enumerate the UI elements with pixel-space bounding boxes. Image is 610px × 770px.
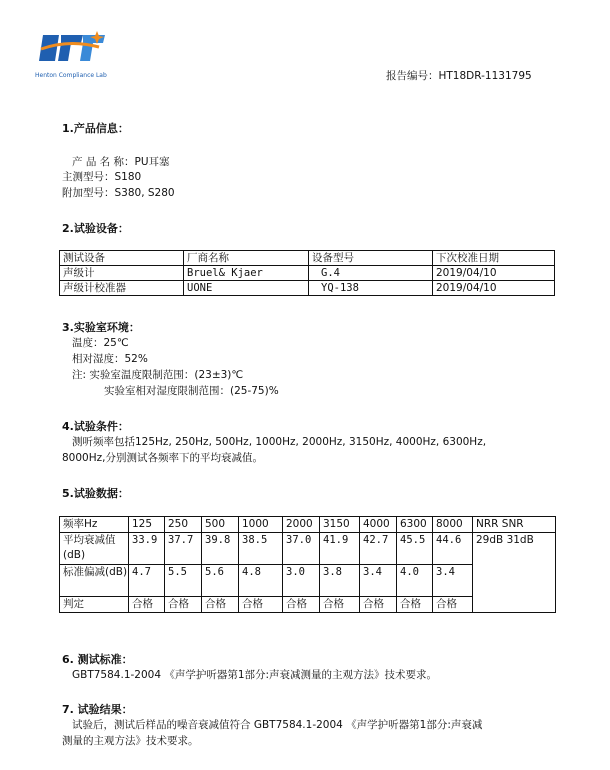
- average-attenuation-cell: 45.5: [397, 533, 433, 565]
- table-header-cell: 设备型号: [309, 251, 433, 266]
- table-cell: YQ-138: [309, 281, 433, 296]
- table-cell: 声级计: [60, 266, 184, 281]
- standard-deviation-cell: 3.8: [320, 565, 360, 597]
- frequency-cell: 6300: [397, 517, 433, 533]
- table-cell: UONE: [184, 281, 309, 296]
- judgement-cell: 合格: [202, 597, 239, 613]
- standard-deviation-cell: 4.7: [129, 565, 165, 597]
- main-model: 主测型号：S180: [62, 171, 142, 183]
- logo-mark-icon: [35, 25, 115, 67]
- judgement-cell: 合格: [397, 597, 433, 613]
- table-header-cell: 下次校准日期: [433, 251, 555, 266]
- test-condition-line-2: 8000Hz,分别测试各频率下的平均衰减值。: [62, 452, 263, 464]
- company-logo: [35, 25, 115, 80]
- judgement-cell: 合格: [129, 597, 165, 613]
- table-row: [60, 281, 555, 296]
- frequency-cell: 4000: [360, 517, 397, 533]
- product-name: 产 品 名 称：PU耳塞: [72, 156, 170, 168]
- frequency-label: 频率Hz: [60, 517, 129, 533]
- section-7-title: 7. 试验结果：: [62, 703, 133, 716]
- test-condition-line-1: 测听频率包括125Hz, 250Hz, 500Hz, 1000Hz, 2000Hz, 3150Hz, 4000Hz, 6300Hz,: [72, 436, 487, 448]
- average-attenuation-cell: 33.9: [129, 533, 165, 565]
- frequency-cell: 250: [165, 517, 202, 533]
- judgement-cell: 合格: [165, 597, 202, 613]
- judgement-label: 判定: [60, 597, 129, 613]
- standard-deviation-cell: 4.0: [397, 565, 433, 597]
- judgement-cell: 合格: [283, 597, 320, 613]
- test-standard-text: GBT7584.1-2004 《声学护听器第1部分:声衰减测量的主观方法》技术要求。: [72, 669, 438, 681]
- table-cell: Bruel& Kjaer: [184, 266, 309, 281]
- report-number: 报告编号：HT18DR-1131795: [386, 70, 532, 82]
- standard-deviation-cell: 5.6: [202, 565, 239, 597]
- average-attenuation-cell: 38.5: [239, 533, 283, 565]
- standard-deviation-cell: 4.8: [239, 565, 283, 597]
- section-6-title: 6. 测试标准：: [62, 653, 133, 666]
- standard-deviation-cell: 3.4: [360, 565, 397, 597]
- frequency-row: [60, 517, 556, 533]
- section-2-title: 2.试验设备：: [62, 222, 129, 235]
- note-temperature-range: 注: 实验室温度限制范围：(23±3)℃: [72, 369, 244, 381]
- frequency-cell: 3150: [320, 517, 360, 533]
- standard-deviation-cell: 3.0: [283, 565, 320, 597]
- humidity: 相对湿度：52%: [72, 353, 148, 365]
- table-cell: G.4: [309, 266, 433, 281]
- logo-text: Henton Compliance Lab: [35, 72, 107, 79]
- nrr-snr-values: 29dB 31dB: [473, 533, 556, 613]
- standard-deviation-label: 标准偏减(dB): [60, 565, 129, 597]
- extra-models: 附加型号：S380, S280: [62, 187, 175, 199]
- test-result-line-1: 试验后，测试后样品的噪音衰减值符合 GBT7584.1-2004 《声学护听器第1部分:声衰减: [72, 719, 483, 731]
- table-row: [60, 266, 555, 281]
- section-4-title: 4.试验条件：: [62, 420, 129, 433]
- section-1-title: 1.产品信息：: [62, 122, 129, 135]
- table-header-cell: 厂商名称: [184, 251, 309, 266]
- judgement-cell: 合格: [360, 597, 397, 613]
- table-header-row: [60, 251, 555, 266]
- average-attenuation-row: [60, 533, 556, 565]
- frequency-cell: 1000: [239, 517, 283, 533]
- table-cell: 声级计校准器: [60, 281, 184, 296]
- average-attenuation-cell: 37.7: [165, 533, 202, 565]
- equipment-table: [59, 250, 555, 296]
- standard-deviation-cell: 3.4: [433, 565, 473, 597]
- test-data-table: [59, 516, 556, 613]
- average-attenuation-cell: 37.0: [283, 533, 320, 565]
- judgement-cell: 合格: [239, 597, 283, 613]
- nrr-snr-label: NRR SNR: [473, 517, 556, 533]
- test-result-line-2: 测量的主观方法》技术要求。: [62, 735, 199, 747]
- average-attenuation-cell: 41.9: [320, 533, 360, 565]
- judgement-cell: 合格: [320, 597, 360, 613]
- table-cell: 2019/04/10: [433, 266, 555, 281]
- section-5-title: 5.试验数据：: [62, 487, 129, 500]
- table-cell: 2019/04/10: [433, 281, 555, 296]
- temperature: 温度：25℃: [72, 337, 129, 349]
- frequency-cell: 500: [202, 517, 239, 533]
- average-attenuation-cell: 39.8: [202, 533, 239, 565]
- average-attenuation-label: 平均衰减值(dB): [60, 533, 129, 565]
- average-attenuation-cell: 42.7: [360, 533, 397, 565]
- note-humidity-range: 实验室相对湿度限制范围：(25-75)%: [104, 385, 279, 397]
- average-attenuation-cell: 44.6: [433, 533, 473, 565]
- frequency-cell: 125: [129, 517, 165, 533]
- frequency-cell: 8000: [433, 517, 473, 533]
- frequency-cell: 2000: [283, 517, 320, 533]
- standard-deviation-cell: 5.5: [165, 565, 202, 597]
- judgement-cell: 合格: [433, 597, 473, 613]
- table-header-cell: 测试设备: [60, 251, 184, 266]
- section-3-title: 3.实验室环境：: [62, 321, 140, 334]
